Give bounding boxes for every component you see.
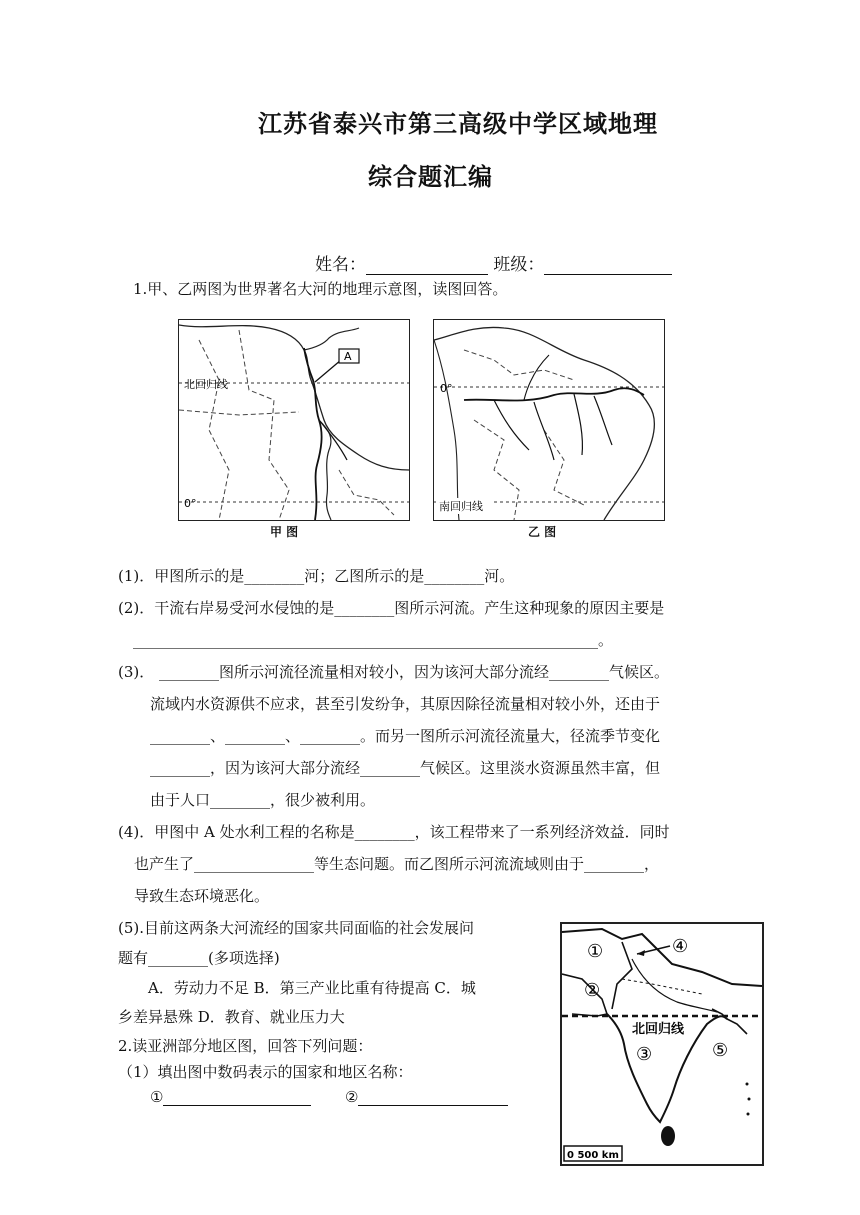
map-sa-marker-1: ① (587, 941, 604, 962)
map-jia-tropic-label: 北回归线 (184, 378, 228, 391)
map-yi (433, 319, 665, 521)
q1-part5c: A．劳动力不足 B．第三产业比重有待提高 C．城 (148, 979, 476, 997)
map-yi-caption: 乙 图 (528, 525, 557, 539)
q1-part2a: (2)．干流右岸易受河水侵蚀的是________图所示河流。产生这种现象的原因主要是 (118, 599, 665, 617)
name-class-line (315, 250, 672, 275)
map-yi-drawing (434, 320, 664, 520)
map-yi-tropic-label: 南回归线 (439, 500, 483, 513)
q1-part3c: ________、________、________。而另一图所示河流径流量大，径流季节变化 (150, 727, 661, 745)
q2-stem: 2.读亚洲部分地区图，回答下列问题： (118, 1037, 373, 1055)
q2-blank1 (163, 1087, 311, 1106)
q1-part2b: ______________________________________________________________。 (133, 631, 614, 649)
q2-blank2-label: ② (345, 1088, 359, 1106)
doc-title-line1: 江苏省泰兴市第三高级中学区域地理 (258, 109, 658, 138)
q1-part4b: 也产生了________________等生态问题。而乙图所示河流流域则由于________， (134, 855, 660, 873)
name-label: 姓名： (315, 255, 366, 275)
q2-blank2 (358, 1087, 508, 1106)
q1-part5d: 乡差异悬殊 D．教育、就业压力大 (118, 1008, 345, 1026)
map-sa-marker-2: ② (584, 980, 601, 1001)
map-sa-tropic-label: 北回归线 (632, 1022, 685, 1037)
map-jia (178, 319, 410, 521)
q1-part3d: ________，因为该河大部分流经________气候区。这里淡水资源虽然丰富，但 (150, 759, 661, 777)
q1-part5a: (5).目前这两条大河流经的国家共同面临的社会发展问 (118, 919, 475, 937)
q1-part1: (1)．甲图所示的是________河；乙图所示的是________河。 (118, 567, 515, 585)
map-south-asia (560, 922, 764, 1166)
map-jia-caption: 甲 图 (270, 525, 299, 539)
name-blank (366, 256, 488, 275)
q1-stem: 1.甲、乙两图为世界著名大河的地理示意图，读图回答。 (133, 280, 508, 298)
q2-part1: （1）填出图中数码表示的国家和地区名称： (118, 1063, 413, 1081)
map-south-asia-drawing (562, 924, 762, 1164)
q2-blank-row (150, 1087, 508, 1106)
map-jia-label-a: A (344, 350, 352, 363)
q1-part3a: (3)． ________图所示河流径流量相对较小，因为该河大部分流经________气候区。 (118, 663, 670, 681)
class-blank (544, 256, 672, 275)
map-sa-marker-5: ⑤ (712, 1040, 729, 1061)
q1-part3b: 流域内水资源供不应求，甚至引发纷争，其原因除径流量相对较小外，还由于 (150, 695, 661, 713)
q1-part4a: (4)．甲图中 A 处水利工程的名称是________，该工程带来了一系列经济效益．同时 (118, 823, 670, 841)
map-yi-zero-label: 0° (440, 382, 453, 395)
map-jia-drawing (179, 320, 409, 520)
doc-title-line2: 综合题汇编 (368, 162, 493, 191)
map-jia-zero-label: 0° (184, 497, 197, 510)
q1-part3e: 由于人口________，很少被利用。 (150, 791, 376, 809)
map-sa-marker-4: ④ (672, 936, 689, 957)
map-sa-marker-3: ③ (636, 1044, 653, 1065)
q1-part5b: 题有________(多项选择) (118, 949, 280, 967)
q1-part4c: 导致生态环境恶化。 (134, 887, 270, 905)
map-sa-scale: 0 500 km (567, 1150, 619, 1161)
class-label: 班级： (493, 255, 545, 275)
q2-blank1-label: ① (150, 1088, 164, 1106)
